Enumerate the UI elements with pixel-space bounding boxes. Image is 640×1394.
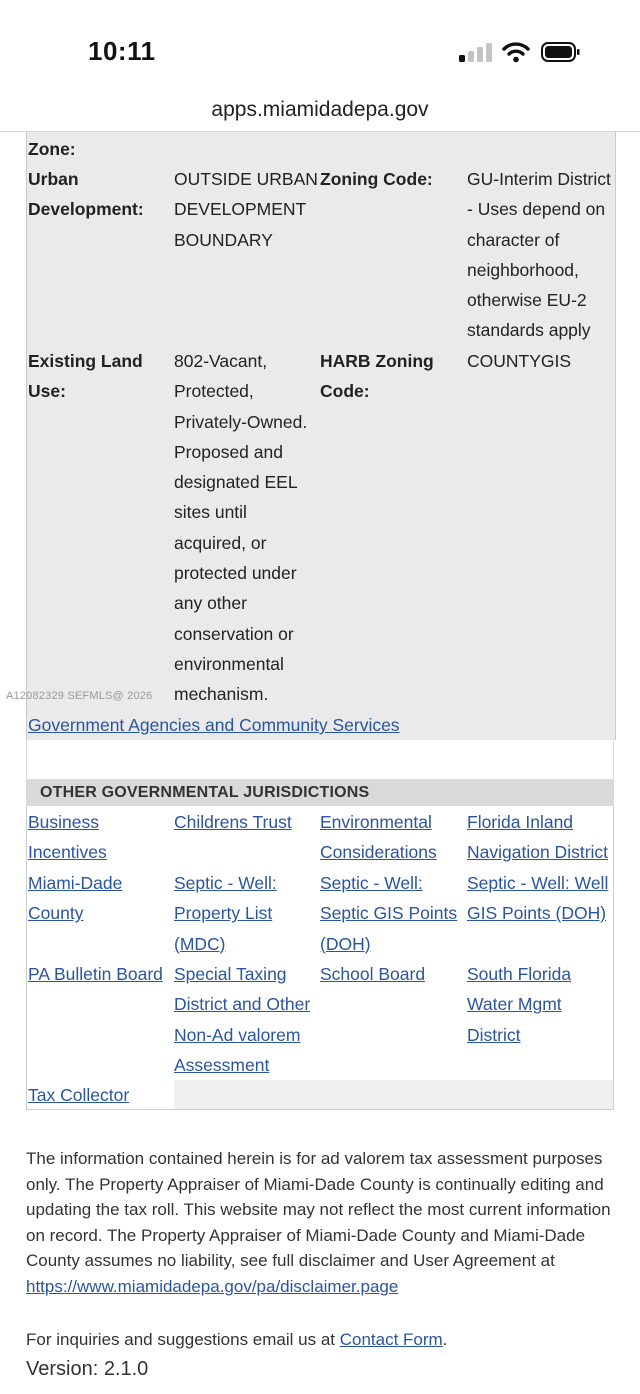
version-label: Version: 2.1.0 [26,1358,149,1380]
mls-watermark: A12082329 SEFMLS@ 2026 [6,690,153,702]
urban-development-value: OUTSIDE URBAN DEVELOPMENT BOUNDARY [174,169,318,250]
urban-development-label: Urban Development: [28,169,144,220]
pa-bulletin-board-link[interactable]: PA Bulletin Board [28,964,163,984]
battery-icon [541,41,581,63]
miami-dade-county-link[interactable]: Miami-Dade County [28,873,123,924]
spacer-row [26,740,614,780]
zone-label: Zone: [28,139,76,159]
zoning-code-value: GU-Interim District - Uses depend on character of neighborhood, otherwise EU-2 standards apply [467,169,611,341]
url-text: apps.miamidadepa.gov [211,98,429,121]
special-taxing-district-link[interactable]: Special Taxing District and Other Non-Ad valorem Assessment [174,964,311,1075]
disclaimer-text: The information contained herein is for ad valorem tax assessment purposes only. The Property Appraiser of Miami-Dade County is continually editing and updating the tax roll. This website may not reflect the most current information on record. The Property Appraiser of Miami-Dade County and Miami-Dade County assumes no liability, see full disclaimer and User Agreement at https://www.miamidadepa.gov/pa/disclaimer.page [26,1149,611,1296]
clock: 10:11 [88,36,156,66]
childrens-trust-link[interactable]: Childrens Trust [174,812,292,832]
status-bar [0,0,640,92]
wifi-icon [502,41,530,63]
existing-land-use-label: Existing Land Use: [28,351,143,402]
jurisdictions-header-text: OTHER GOVERNMENTAL JURISDICTIONS [40,784,370,801]
cellular-signal-icon [459,42,493,62]
jurisdictions-empty-cell [174,1080,613,1109]
business-incentives-link[interactable]: Business Incentives [28,812,107,863]
jurisdictions-header [26,780,614,806]
inquiry-text: For inquiries and suggestions email us at Contact Form. [26,1330,448,1349]
address-bar[interactable] [0,92,640,130]
contact-form-link[interactable]: Contact Form [339,1330,443,1349]
property-info-panel [26,132,616,740]
septic-well-gis-points-link[interactable]: Septic - Well: Septic GIS Points (DOH) [320,873,458,954]
disclaimer-link[interactable]: https://www.miamidadepa.gov/pa/disclaimer.page [26,1276,399,1296]
tax-collector-link[interactable]: Tax Collector [28,1085,130,1105]
harb-zoning-code-value: COUNTYGIS [467,351,572,371]
existing-land-use-value: 802-Vacant, Protected, Privately-Owned. Proposed and designated EEL sites until acquired, or protected under any other conservation or environmental mechanism. [174,351,308,705]
septic-well-well-gis-link[interactable]: Septic - Well: Well GIS Points (DOH) [467,873,609,924]
gov-agencies-link[interactable]: Government Agencies and Community Services [28,715,400,735]
florida-inland-navigation-link[interactable]: Florida Inland Navigation District [467,812,609,863]
harb-zoning-code-label: HARB Zoning Code: [320,351,434,402]
south-florida-water-mgmt-link[interactable]: South Florida Water Mgmt District [467,964,572,1045]
zoning-code-label: Zoning Code: [320,169,433,189]
septic-well-property-list-link[interactable]: Septic - Well: Property List (MDC) [174,873,277,954]
school-board-link[interactable]: School Board [320,964,426,984]
environmental-considerations-link[interactable]: Environmental Considerations [320,812,437,863]
